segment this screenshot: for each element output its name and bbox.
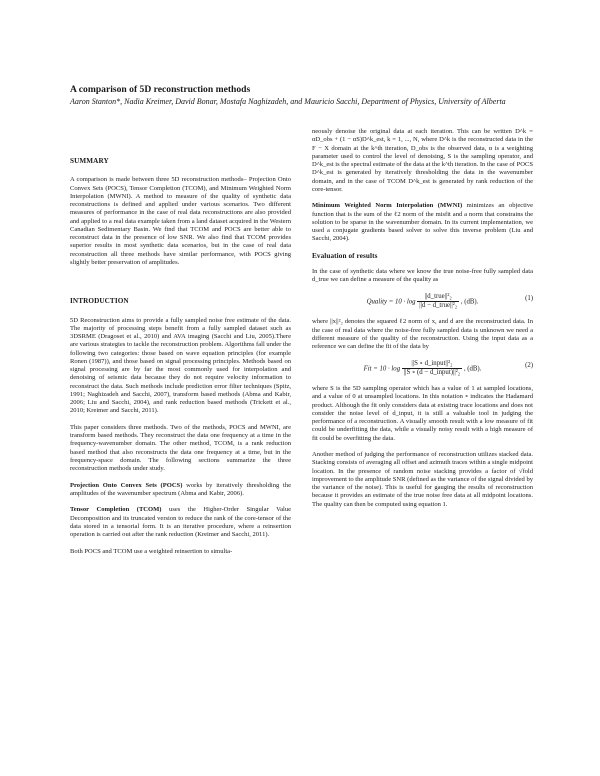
reinsertion-paragraph-continued: neously denoise the original data at each iteration. This can be written D^k = αD_obs + (1 − αS)D^k_est, k = 1, ..., N, where D^k is the reconstructed data in the F − X domain at the k^th iteration, D_obs is the observed data, α is a weighting parameter used to control the level of denoising, S is the sampling operator, and D^k_est is the spectral estimate of the data at the k^th iteration. In the case of POCS D^k_est is generated by iteratively thresholding the data in the wavenumber domain, and in the case of TCOM D^k_est is generated by rank reduction of the core-tensor. (312, 128, 533, 193)
eq1-suffix: , (dB). (460, 298, 479, 306)
evaluation-paragraph-2: where ||x||²₂ denotes the squared ℓ2 norm of x, and d are the reconstructed data. In the case of real data where the noise-free fully sampled data is unknown we need a different measure of the quality of the reconstruction. Using the input data as a reference we can define the fit of the data by (312, 318, 533, 350)
eq2-number: (2) (525, 361, 533, 369)
paper-title: A comparison of 5D reconstruction methods (70, 84, 251, 95)
equation-quality (312, 293, 533, 311)
evaluation-paragraph-3: where S is the 5D sampling operator which has a value of 1 at sampled locations, and a value of 0 at unsampled locations. In this notation ∘ indicates the Hadamard product. Although the fit only considers data at existing trace locations and does not consider the noise level of d_input, it is still a valuable tool in judging the performance of a reconstruction. A visually smooth result with a low measure of fit could be underfitting the data, while a visually noisy result with a high measure of fit could be overfitting the data. (312, 385, 533, 442)
summary-heading: SUMMARY (70, 157, 109, 165)
right-column (312, 128, 533, 517)
eq1-fraction (417, 293, 459, 311)
tcom-term: Tensor Completion (TCOM) (70, 506, 162, 514)
eq1-number: (1) (525, 294, 533, 302)
evaluation-paragraph-4: Another method of judging the performance of reconstruction utilizes stacked data. Stacking consists of averaging all offset and azimuth traces within a single midpoint location. In the presence of random noise stacking provides a factor of √fold improvement to the amplitude SNR (defined as the variance of the signal divided by the variance of the noise). This is useful for gauging the results of reconstruction because it provides an estimate of the true noise free data at all midpoint locations. The quality can then be computed using equation 1. (312, 451, 533, 508)
eq2-fraction (402, 360, 462, 378)
pocs-paragraph (70, 482, 291, 499)
mwni-description: minimizes an objective function that is the sum of the ℓ2 norm of the misfit and a norm that constrains the solution to be sparse in the wavenumber domain. In its current implementation, we used a conjugate gradients based solver to solve this inverse problem (Liu and Sacchi, 2004). (312, 202, 534, 243)
summary-text: A comparison is made between three 5D reconstruction methods– Projection Onto Convex Sets (POCS), Tensor Completion (TCOM), and Minimum Weighted Norm Interpolation (MWNI). A method to measure of the quality of synthetic data reconstructions is defined and applied under various scenarios. Two different measures of performance in the case of real data reconstructions are also provided and applied to a real data example taken from a land dataset acquired in the Western Canadian Sedimentary Basin. We find that TCOM and POCS are better able to reconstruct data in the presence of low SNR. We also find that TCOM provides superior results in most synthetic data scenarios, but in the case of real data reconstruction all three methods have similar performance, with POCS giving slightly better preservation of amplitudes. (70, 176, 291, 266)
pocs-term: Projection Onto Convex Sets (POCS) (70, 481, 183, 489)
paper-authors: Aaron Stanton*, Nadia Kreimer, David Bonar, Mostafa Naghizadeh, and Mauricio Sacchi, Department of Physics, University of Alberta (70, 97, 506, 106)
evaluation-heading: Evaluation of results (312, 251, 378, 260)
left-column (70, 157, 291, 564)
mwni-paragraph (312, 202, 533, 243)
reinsertion-paragraph-start: Both POCS and TCOM use a weighted reinsertion to simulta- (70, 547, 233, 555)
eq2-numerator: ||S ∘ d_input||²₂ (402, 360, 462, 369)
intro-paragraph-2: This paper considers three methods. Two of the methods, POCS and MWNI, are transform based methods. They reconstruct the data one frequency at a time in the frequency-wavenumber domain. The other method, TCOM, is a rank reduction based method that also reconstructs the data one frequency at a time, but in the frequency-space domain. The following sections summarize the three reconstruction methods under study. (70, 423, 291, 472)
intro-paragraph-1: 5D Reconstruction aims to provide a fully sampled noise free estimate of the data. The majority of processing steps benefit from a fully sampled dataset such as 3DSRME (Dragoset et al., 2010) and AVA imaging (Sacchi and Liu, 2005).There are various strategies to tackle the reconstruction problem. Algorithms fall under the following two categories: those based on wave equation principles (for example Ronen (1987)), and those based on signal processing principles. Methods based on signal processing are by far the most commonly used for interpolation and denoising of seismic data because they do not require velocity information to reconstruct the data. Such methods include prediction error filter techniques (Spitz, 1991; Naghizadeh and Sacchi, 2007), transform based methods (Abma and Kabir, 2006; Liu and Sacchi, 2004), and rank reduction based methods (Trickett et al., 2010; Kreimer and Sacchi, 2011). (70, 316, 291, 415)
introduction-heading: INTRODUCTION (70, 297, 129, 306)
tcom-paragraph (70, 506, 291, 539)
eq2-lhs: Fit = 10 · log (363, 364, 401, 372)
tcom-description: uses the Higher-Order Singular Value Decomposition and its truncated version to reduce the rank of the core-tensor of the data stored in a tensorial form. It is an iterative procedure, where a reinsertion operation is carried out after the rank reduction (Kreimer and Sacchi, 2011). (70, 506, 292, 538)
pocs-description: works by iteratively thresholding the amplitudes of the wavenumber spectrum (Abma and Kabir, 2006). (70, 481, 292, 497)
equation-fit (312, 360, 533, 378)
mwni-term: Minimum Weighted Norm Interpolation (MWNI) (312, 202, 463, 210)
eq1-denominator: ||d − d_true||²₂ (419, 302, 458, 309)
eq2-suffix: , (dB). (463, 364, 482, 372)
eq2-denominator: ||S ∘ (d − d_input)||²₂ (403, 368, 461, 376)
eq1-lhs: Quality = 10 · log (366, 298, 416, 306)
eq1-numerator: ||d_true||²₂ (417, 293, 459, 302)
evaluation-paragraph-1: In the case of synthetic data where we know the true noise-free fully sampled data d_true we can define a measure of the quality as (312, 268, 533, 284)
